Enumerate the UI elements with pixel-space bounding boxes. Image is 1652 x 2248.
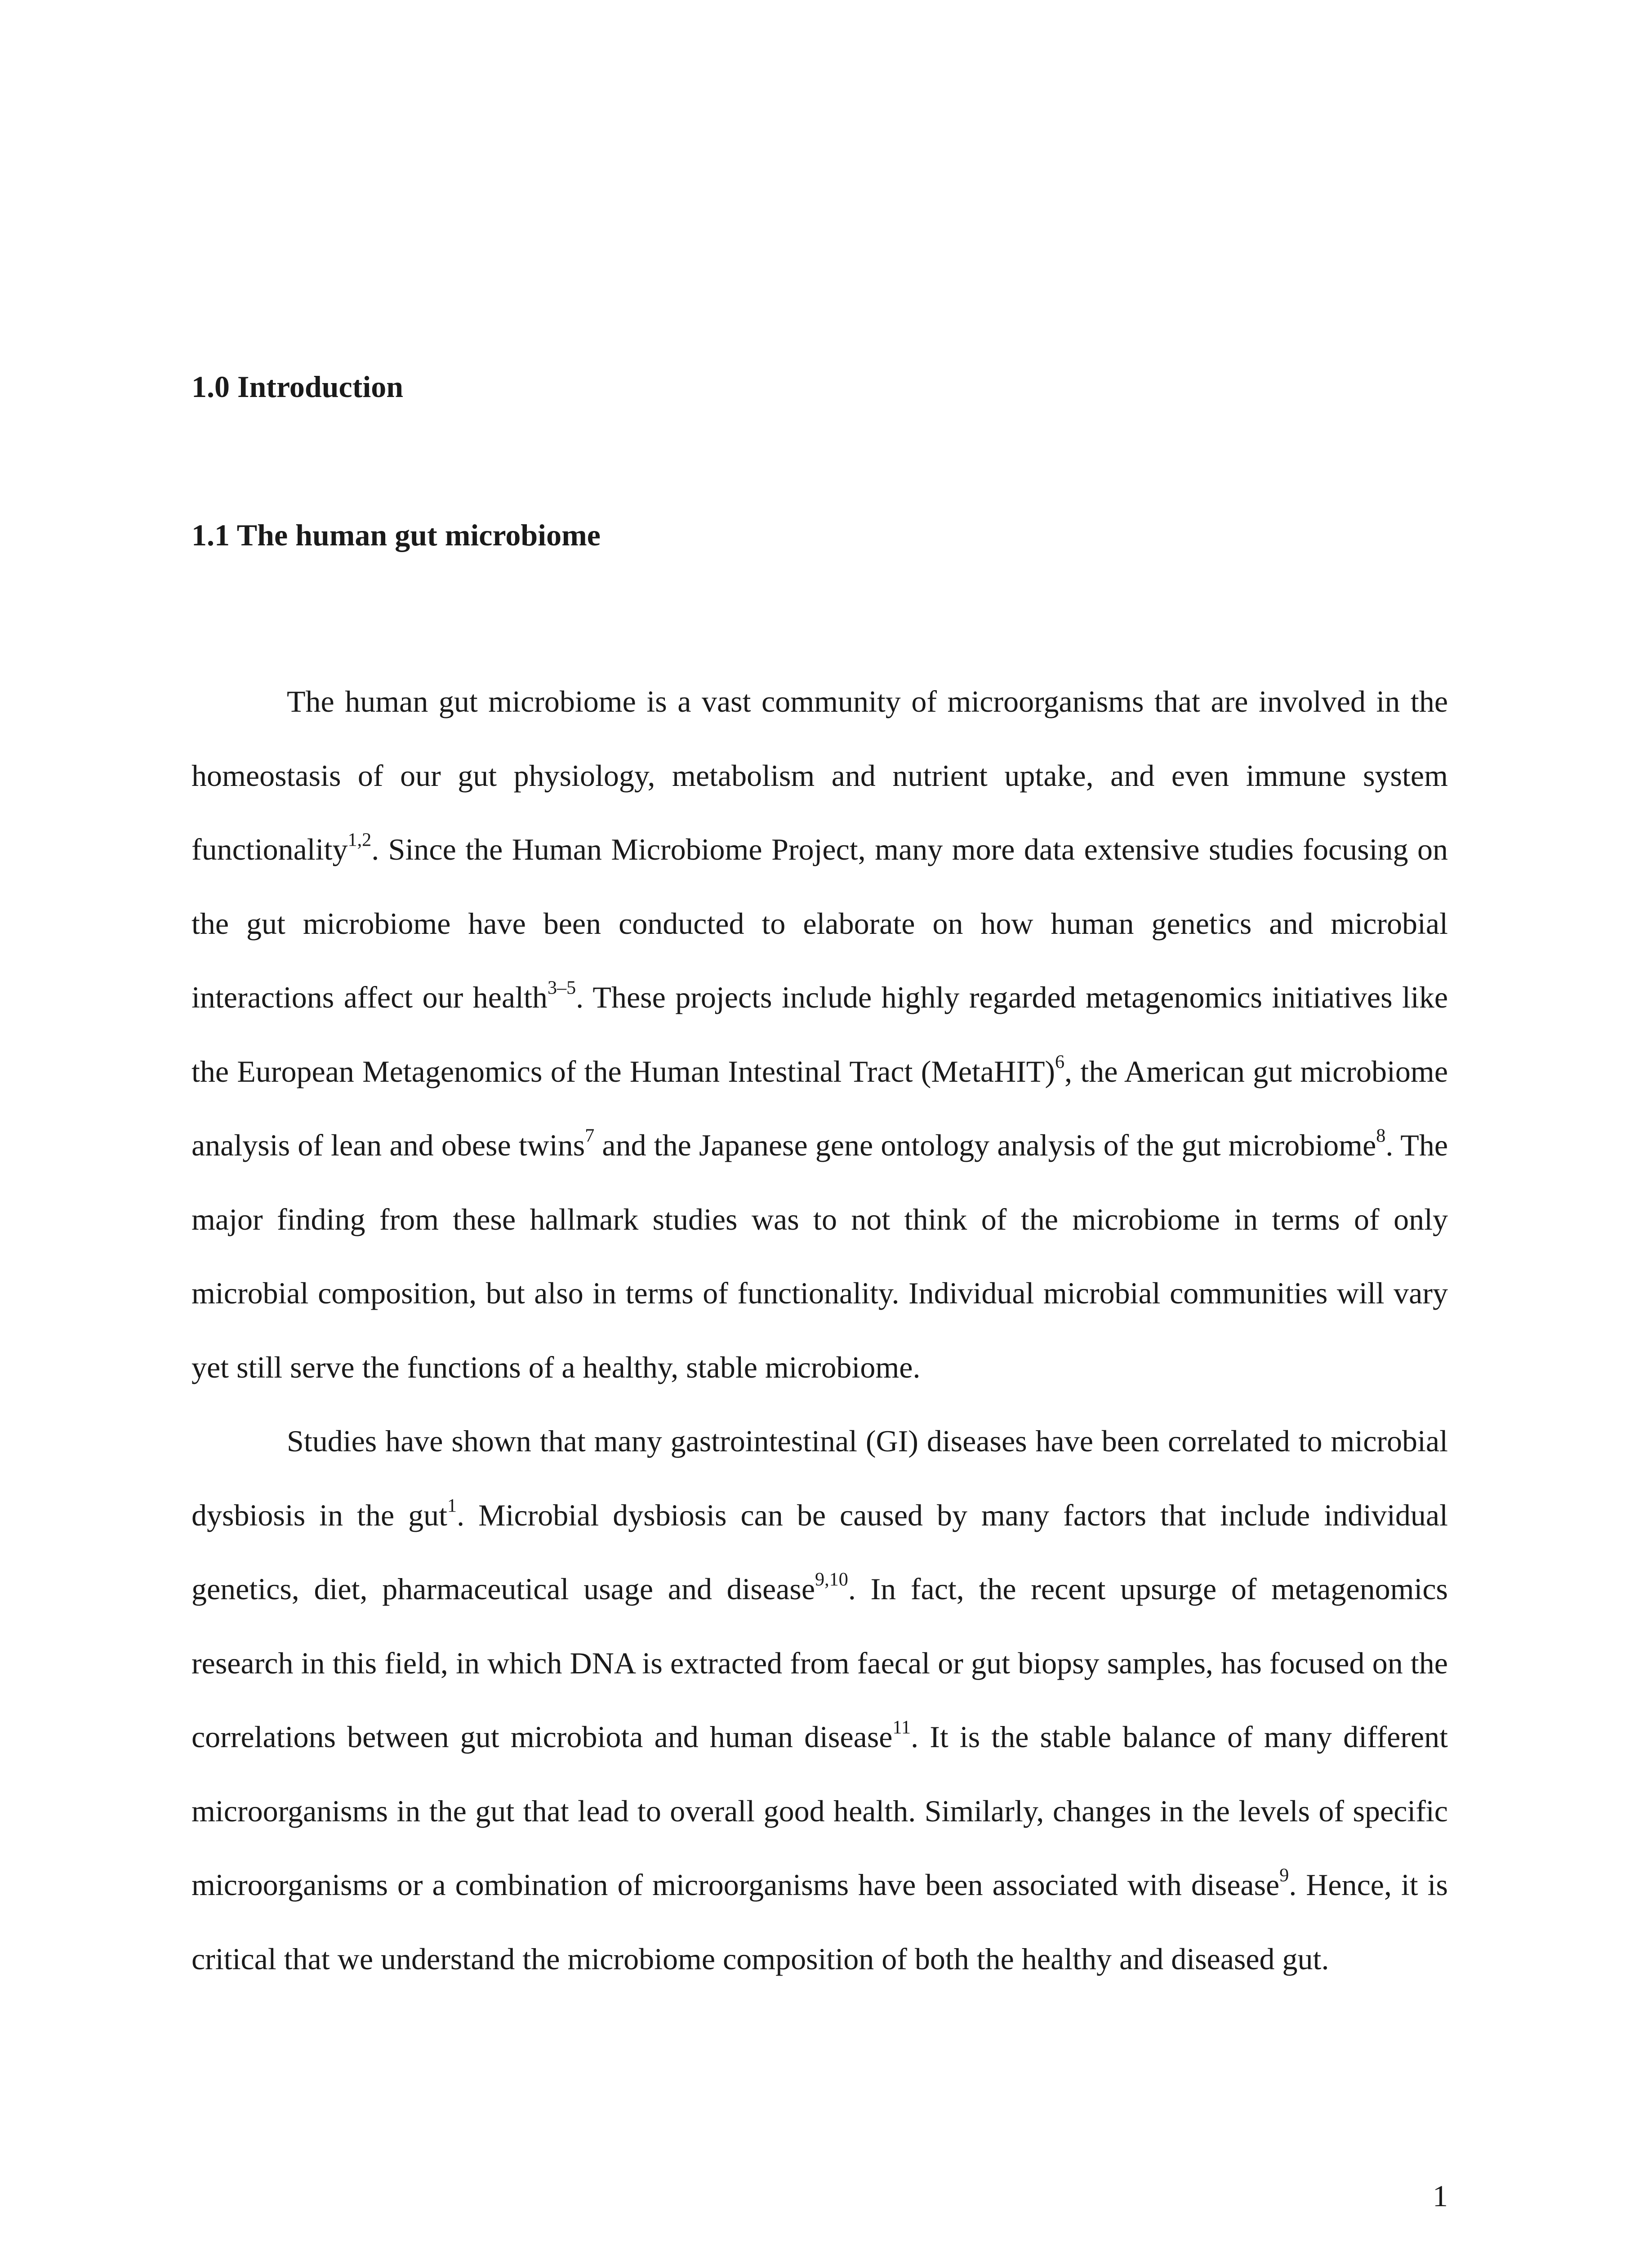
- text-run: . Since the Human Microbiome Project, many more data extensive studies focusing on the gut microbiome have been conducted to elaborate on how human genetics and microbial interactions affect our health: [191, 832, 1448, 1014]
- citation-ref: 9: [1279, 1864, 1289, 1886]
- citation-ref: 1: [447, 1495, 457, 1517]
- text-run: . The major finding from these hallmark studies was to not think of the microbiome in terms of only microbial composition, but also in terms of functionality. Individual microbial communities will vary yet still serve the functions of a healthy, stable microbiome.: [191, 1128, 1448, 1384]
- citation-ref: 9,10: [815, 1569, 848, 1590]
- text-run: . It is the stable balance of many different microorganisms in the gut that lead to overall good health. Similarly, changes in the levels of specific microorganisms or a combination of microorganisms have been associated with disease: [191, 1720, 1448, 1902]
- section-heading: 1.0 Introduction: [191, 370, 404, 404]
- citation-ref: 7: [585, 1125, 595, 1146]
- text-run: . In fact, the recent upsurge of metagenomics research in this field, in which DNA is extracted from faecal or gut biopsy samples, has focused on the correlations between gut microbiota and human disease: [191, 1572, 1448, 1754]
- citation-ref: 6: [1055, 1051, 1065, 1073]
- text-run: The human gut microbiome is a vast community of microorganisms that are involved in the homeostasis of our gut physiology, metabolism and nutrient uptake, and even immune system functionality: [191, 684, 1448, 866]
- citation-ref: 11: [892, 1717, 911, 1738]
- paragraph-2: [191, 1404, 1448, 1996]
- text-run: . These projects include highly regarded metagenomics initiatives like the European Metagenomics of the Human Intestinal Tract (MetaHIT): [191, 980, 1448, 1088]
- text-run: and the Japanese gene ontology analysis of the gut microbiome: [594, 1128, 1376, 1162]
- paragraph-1: [191, 665, 1448, 1404]
- page-number: 1: [1433, 2179, 1448, 2213]
- body-text: [191, 665, 1448, 1996]
- text-run: , the American gut microbiome analysis of lean and obese twins: [191, 1054, 1448, 1162]
- text-run: . Microbial dysbiosis can be caused by many factors that include individual genetics, diet, pharmaceutical usage and disease: [191, 1498, 1448, 1606]
- subsection-heading: 1.1 The human gut microbiome: [191, 518, 601, 552]
- text-run: Studies have shown that many gastrointestinal (GI) diseases have been correlated to microbial dysbiosis in the gut: [191, 1424, 1448, 1532]
- citation-ref: 1,2: [347, 829, 372, 851]
- text-run: . Hence, it is critical that we understand the microbiome composition of both the healthy and diseased gut.: [191, 1868, 1448, 1976]
- citation-ref: 8: [1376, 1125, 1386, 1146]
- citation-ref: 3–5: [547, 977, 576, 999]
